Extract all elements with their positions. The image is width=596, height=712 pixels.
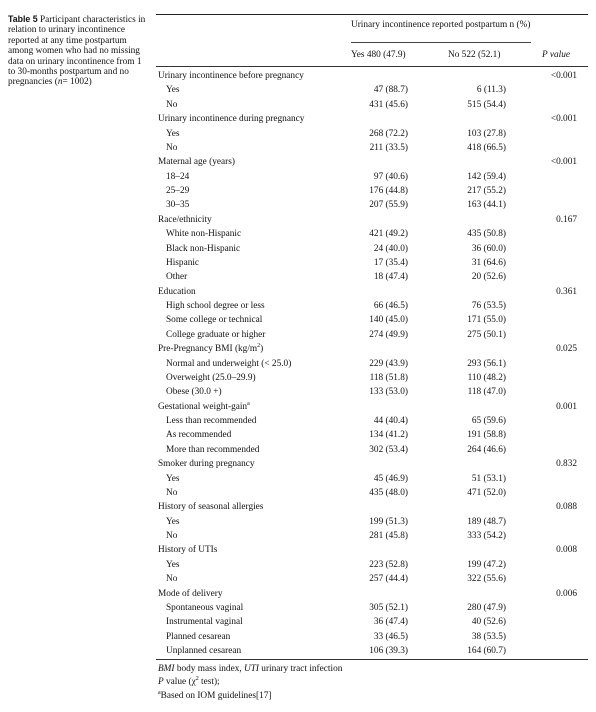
cell-no: 435 (50.8) bbox=[467, 229, 506, 240]
table-row bbox=[0, 242, 596, 256]
cell-yes: 281 (45.8) bbox=[369, 531, 408, 541]
table-row bbox=[0, 486, 596, 500]
cell-p-value: 0.025 bbox=[556, 344, 577, 355]
cell-yes: 431 (45.6) bbox=[369, 99, 408, 110]
cell-yes: 36 (47.4) bbox=[373, 617, 408, 628]
cell-no: 51 (53.1) bbox=[471, 473, 506, 484]
row-label: Education bbox=[158, 286, 196, 297]
cell-yes: 211 (33.5) bbox=[369, 142, 408, 153]
row-label: Smoker during pregnancy bbox=[158, 459, 255, 470]
footnote-a: $^a$Based on IOM guidelines[17] bbox=[158, 689, 272, 701]
table-group-row bbox=[0, 400, 596, 414]
cell-p-value: 0.832 bbox=[556, 459, 577, 470]
cell-no: 110 (48.2) bbox=[467, 372, 506, 383]
row-label: Yes bbox=[166, 516, 180, 527]
header-bottom-rule bbox=[156, 66, 588, 67]
row-label: Pre-Pregnancy BMI $(kg/m^2)$ bbox=[158, 343, 264, 355]
table-row bbox=[0, 572, 596, 586]
table-row bbox=[0, 270, 596, 284]
table-row bbox=[0, 472, 596, 486]
cell-yes: 97 (40.6) bbox=[373, 171, 408, 182]
table-row bbox=[0, 170, 596, 184]
cell-no: 118 (47.0) bbox=[467, 387, 506, 398]
footnote-abbreviations: BMI body mass index, UTI urinary tract infection bbox=[158, 664, 343, 674]
table-row bbox=[0, 227, 596, 241]
cell-no: 217 (55.2) bbox=[467, 186, 506, 196]
column-header-no: No 522 (52.1) bbox=[448, 50, 501, 60]
cell-no: 171 (55.0) bbox=[467, 315, 506, 326]
cell-yes: 199 (51.3) bbox=[369, 516, 408, 527]
cell-no: 471 (52.0) bbox=[467, 487, 506, 498]
cell-yes: 24 (40.0) bbox=[373, 243, 408, 254]
row-label: Urinary incontinence before pregnancy bbox=[158, 71, 304, 81]
cell-no: 76 (53.5) bbox=[471, 301, 506, 311]
table-row bbox=[0, 644, 596, 658]
cell-p-value: 0.088 bbox=[556, 502, 577, 513]
table-label: Table 5 bbox=[8, 14, 38, 24]
cell-no: 322 (55.6) bbox=[467, 574, 506, 585]
cell-no: 275 (50.1) bbox=[467, 329, 506, 340]
cell-yes: 176 (44.8) bbox=[369, 186, 408, 196]
row-label: 25–29 bbox=[166, 186, 190, 196]
row-label: No bbox=[166, 531, 178, 541]
cell-yes: 229 (43.9) bbox=[369, 358, 408, 369]
row-label: 30–35 bbox=[166, 200, 190, 211]
cell-yes: 106 (39.3) bbox=[369, 646, 408, 656]
table-row bbox=[0, 141, 596, 155]
cell-p-value: <0.001 bbox=[550, 114, 577, 125]
row-label: Maternal age (years) bbox=[158, 157, 235, 168]
caption-text: Participant characteristics in relation to urinary incontinence reported at any time postpartum among women who had no missing data on urinary incontinence from 1 to 30-months postpartum and no pregnancies ( bbox=[8, 15, 146, 88]
cell-yes: 118 (51.8) bbox=[369, 372, 408, 383]
row-label: Yes bbox=[166, 85, 180, 96]
cell-yes: 435 (48.0) bbox=[369, 487, 408, 498]
cell-yes: 257 (44.4) bbox=[369, 574, 408, 585]
cell-yes: 18 (47.4) bbox=[373, 272, 408, 283]
row-label-superscript: 2 bbox=[257, 343, 261, 350]
cell-yes: 66 (46.5) bbox=[373, 301, 408, 311]
row-label: Unplanned cesarean bbox=[166, 646, 242, 656]
row-label: History of seasonal allergies bbox=[158, 502, 264, 513]
table-group-row bbox=[0, 457, 596, 471]
table-row bbox=[0, 328, 596, 342]
cell-yes: 45 (46.9) bbox=[373, 473, 408, 484]
cell-no: 191 (58.8) bbox=[467, 430, 506, 441]
table-group-row bbox=[0, 155, 596, 169]
cell-no: 333 (54.2) bbox=[467, 531, 506, 541]
column-header-p-value: P value bbox=[542, 50, 570, 60]
cell-yes: 140 (45.0) bbox=[369, 315, 408, 326]
cell-p-value: 0.006 bbox=[556, 588, 577, 599]
row-label: Overweight (25.0–29.9) bbox=[166, 372, 256, 383]
cell-no: 20 (52.6) bbox=[471, 272, 506, 283]
table-row bbox=[0, 83, 596, 97]
cell-no: 418 (66.5) bbox=[467, 142, 506, 153]
table-row bbox=[0, 357, 596, 371]
cell-yes: 223 (52.8) bbox=[369, 559, 408, 570]
table-row bbox=[0, 558, 596, 572]
table-body bbox=[0, 69, 596, 658]
row-label: Instrumental vaginal bbox=[166, 617, 243, 628]
row-label: No bbox=[166, 142, 178, 153]
cell-p-value: <0.001 bbox=[550, 157, 577, 168]
row-label: As recommended bbox=[166, 430, 232, 441]
row-label: No bbox=[166, 574, 178, 585]
row-label: No bbox=[166, 487, 178, 498]
row-label: Less than recommended bbox=[166, 416, 257, 426]
cell-no: 36 (60.0) bbox=[471, 243, 506, 254]
cell-no: 31 (64.6) bbox=[471, 257, 506, 268]
table-group-row bbox=[0, 112, 596, 126]
table-row bbox=[0, 443, 596, 457]
table-row bbox=[0, 299, 596, 313]
table-row bbox=[0, 615, 596, 629]
table-group-row bbox=[0, 213, 596, 227]
header-spanner: Urinary incontinence reported postpartum n (%) bbox=[351, 20, 531, 30]
cell-p-value: 0.361 bbox=[556, 286, 577, 297]
row-label: Planned cesarean bbox=[166, 631, 231, 642]
cell-yes: 17 (35.4) bbox=[373, 257, 408, 268]
table-row bbox=[0, 601, 596, 615]
cell-yes: 44 (40.4) bbox=[373, 416, 408, 426]
cell-yes: 268 (72.2) bbox=[369, 128, 408, 139]
table-row bbox=[0, 371, 596, 385]
row-label-superscript: a bbox=[247, 400, 250, 407]
table-group-row bbox=[0, 543, 596, 557]
table-row bbox=[0, 515, 596, 529]
cell-p-value: <0.001 bbox=[550, 71, 577, 81]
cell-no: 189 (48.7) bbox=[467, 516, 506, 527]
cell-no: 103 (27.8) bbox=[467, 128, 506, 139]
cell-no: 163 (44.1) bbox=[467, 200, 506, 211]
cell-no: 65 (59.6) bbox=[471, 416, 506, 426]
row-label: 18–24 bbox=[166, 171, 190, 182]
row-label: Some college or technical bbox=[166, 315, 263, 326]
table-row bbox=[0, 198, 596, 212]
cell-no: 40 (52.6) bbox=[471, 617, 506, 628]
cell-yes: 133 (53.0) bbox=[369, 387, 408, 398]
row-label: More than recommended bbox=[166, 444, 260, 455]
cell-p-value: 0.001 bbox=[556, 401, 577, 412]
cell-yes: 302 (53.4) bbox=[369, 444, 408, 455]
table-bottom-rule bbox=[156, 659, 588, 660]
table-row bbox=[0, 184, 596, 198]
row-label: Yes bbox=[166, 559, 180, 570]
row-label: High school degree or less bbox=[166, 301, 265, 311]
cell-yes: 33 (46.5) bbox=[373, 631, 408, 642]
cell-yes: 47 (88.7) bbox=[373, 85, 408, 96]
cell-no: 164 (60.7) bbox=[467, 646, 506, 656]
cell-no: 264 (46.6) bbox=[467, 444, 506, 455]
cell-yes: 134 (41.2) bbox=[369, 430, 408, 441]
table-row bbox=[0, 385, 596, 399]
table-group-row bbox=[0, 500, 596, 514]
row-label: Black non-Hispanic bbox=[166, 243, 241, 254]
row-label: Other bbox=[166, 272, 188, 283]
row-label: Obese (30.0 +) bbox=[166, 387, 222, 398]
row-label: Gestational weight-gain$^a$ bbox=[158, 400, 250, 412]
cell-p-value: 0.167 bbox=[556, 214, 577, 225]
row-label: College graduate or higher bbox=[166, 329, 266, 340]
cell-no: 280 (47.9) bbox=[467, 602, 506, 613]
cell-no: 515 (54.4) bbox=[467, 99, 506, 110]
cell-yes: 305 (52.1) bbox=[369, 602, 408, 613]
cell-yes: 274 (49.9) bbox=[369, 329, 408, 340]
table-top-rule bbox=[156, 14, 588, 15]
cell-yes: 207 (55.9) bbox=[369, 200, 408, 211]
caption-n-value: = 1002) bbox=[62, 77, 92, 88]
row-label: History of UTIs bbox=[158, 545, 218, 556]
row-label: Hispanic bbox=[166, 257, 200, 268]
table-row bbox=[0, 630, 596, 644]
table-group-row bbox=[0, 587, 596, 601]
cell-yes: 421 (49.2) bbox=[369, 229, 408, 240]
row-label: Urinary incontinence during pregnancy bbox=[158, 114, 305, 125]
cell-p-value: 0.008 bbox=[556, 545, 577, 556]
table-group-row bbox=[0, 342, 596, 356]
header-spanner-rule bbox=[351, 42, 531, 43]
caption-n: n bbox=[57, 77, 63, 88]
table-row bbox=[0, 256, 596, 270]
row-label: Normal and underweight (< 25.0) bbox=[166, 358, 292, 369]
table-row bbox=[0, 428, 596, 442]
table-group-row bbox=[0, 285, 596, 299]
row-label: Yes bbox=[166, 128, 180, 139]
cell-no: 142 (59.4) bbox=[467, 171, 506, 182]
row-label: Spontaneous vaginal bbox=[166, 602, 244, 613]
table-row bbox=[0, 414, 596, 428]
row-label: Race/ethnicity bbox=[158, 214, 212, 225]
column-header-yes: Yes 480 (47.9) bbox=[351, 50, 406, 60]
row-label: White non-Hispanic bbox=[166, 229, 242, 240]
table-row bbox=[0, 529, 596, 543]
row-label: No bbox=[166, 99, 178, 110]
table-footnotes bbox=[158, 663, 342, 703]
row-label: Yes bbox=[166, 473, 180, 484]
table-row bbox=[0, 98, 596, 112]
table-group-row bbox=[0, 69, 596, 83]
cell-no: 199 (47.2) bbox=[467, 559, 506, 570]
footnote-p-value: P value ($\chi^2$ test); bbox=[158, 676, 220, 688]
table-row bbox=[0, 127, 596, 141]
cell-no: 293 (56.1) bbox=[467, 358, 506, 369]
table-row bbox=[0, 313, 596, 327]
row-label: Mode of delivery bbox=[158, 588, 223, 599]
cell-no: 38 (53.5) bbox=[471, 631, 506, 642]
cell-no: 6 (11.3) bbox=[476, 85, 506, 96]
